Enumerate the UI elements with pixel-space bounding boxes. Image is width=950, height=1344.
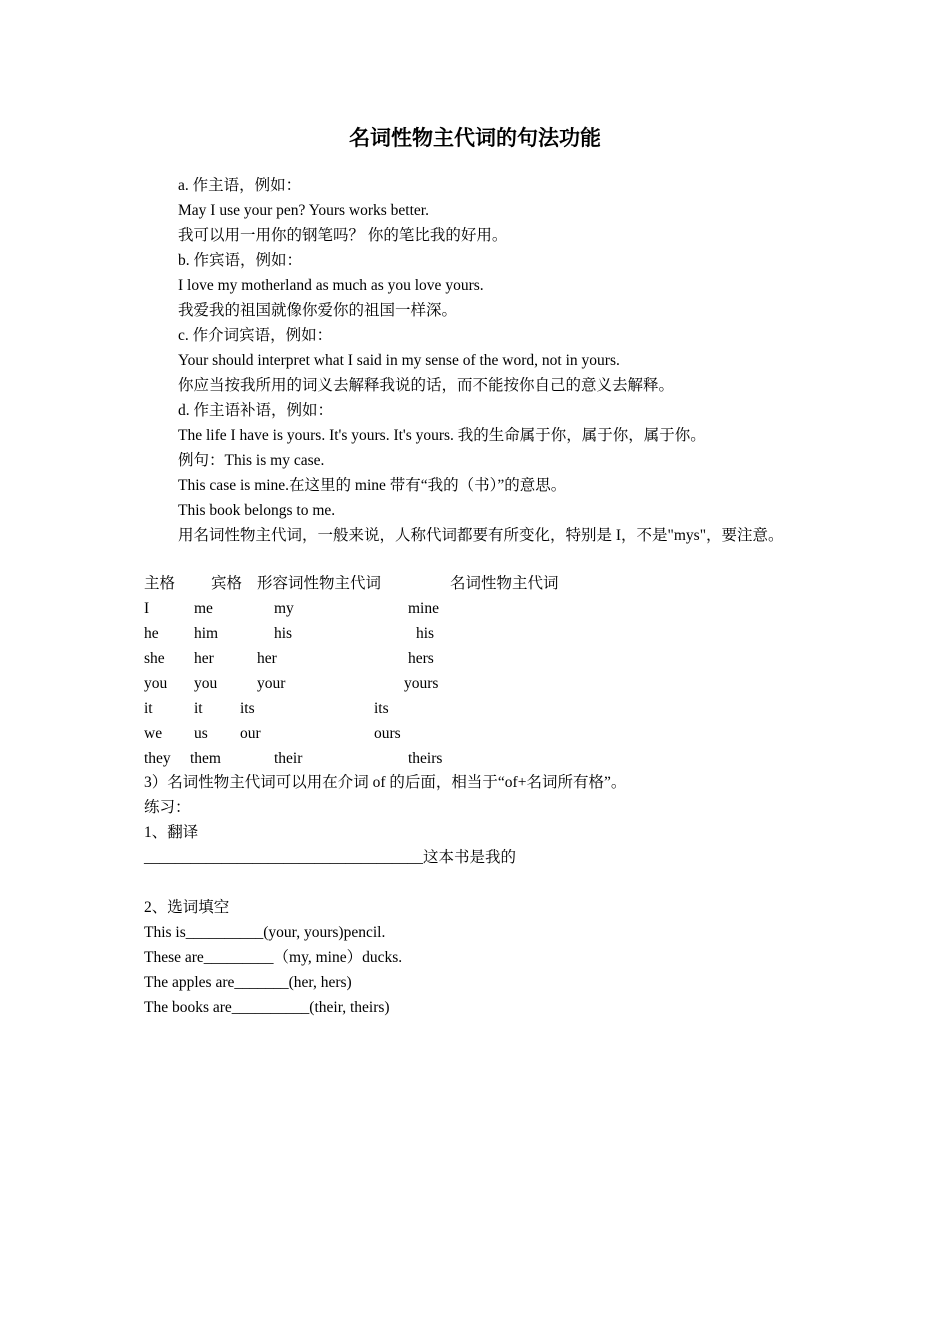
- table-cell: hers: [408, 650, 434, 667]
- exercise-2-title: 2、选词填空: [144, 899, 230, 916]
- table-cell: our: [240, 725, 261, 742]
- table-cell: her: [194, 650, 214, 667]
- table-cell: she: [144, 650, 165, 667]
- table-cell: you: [194, 675, 218, 692]
- table-cell: him: [194, 625, 219, 642]
- section-c-heading: c. 作介词宾语，例如：: [178, 327, 333, 344]
- table-cell: us: [194, 725, 208, 742]
- fill-in-item: The books are__________(their, theirs): [144, 999, 390, 1016]
- table-cell: mine: [408, 600, 439, 617]
- table-cell: my: [274, 600, 294, 617]
- table-cell: it: [144, 700, 153, 717]
- table-cell: yours: [404, 675, 439, 692]
- table-cell: its: [374, 700, 389, 717]
- example-translation: 你应当按我所用的词义去解释我说的话，而不能按你自己的意义去解释。: [178, 377, 675, 394]
- example-sentence: I love my motherland as much as you love yours.: [178, 277, 484, 294]
- table-cell: we: [144, 725, 163, 742]
- example-sentence: This book belongs to me.: [178, 502, 336, 519]
- of-usage-note: 3）名词性物主代词可以用在介词 of 的后面，相当于“of+名词所有格”。: [144, 774, 627, 791]
- table-cell: he: [144, 625, 159, 642]
- usage-note: 用名词性物主代词，一般来说，人称代词都要有所变化，特别是 I，不是"mys"，要注意。: [178, 527, 784, 544]
- spacer: [144, 873, 904, 898]
- table-cell: theirs: [408, 750, 443, 767]
- fill-in-item: The apples are_______(her, hers): [144, 974, 352, 991]
- table-cell: his: [274, 625, 293, 642]
- example-sentence: The life I have is yours. It's yours. It's yours. 我的生命属于你，属于你，属于你。: [178, 427, 706, 444]
- column-header-nominal-possessive: 名词性物主代词: [450, 575, 559, 592]
- practice-section: [144, 773, 904, 1023]
- column-header-objective: 宾格: [211, 575, 243, 592]
- column-header-subjective: 主格: [144, 575, 176, 592]
- practice-heading: 练习：: [144, 799, 191, 816]
- column-header-adjective-possessive: 形容词性物主代词: [257, 575, 382, 592]
- fill-in-item: This is__________(your, yours)pencil.: [144, 924, 386, 941]
- example-sentence: This case is mine.在这里的 mine 带有“我的（书）”的意思。: [178, 477, 567, 494]
- section-d-heading: d. 作主语补语，例如：: [178, 402, 334, 419]
- table-cell: your: [257, 675, 286, 692]
- translation-blank-line: ____________________________________这本书是我的: [144, 849, 517, 866]
- table-cell: they: [144, 750, 171, 767]
- fill-in-item: These are_________（my, mine）ducks.: [144, 949, 403, 966]
- table-cell: ours: [374, 725, 401, 742]
- table-cell: I: [144, 600, 150, 617]
- table-cell: her: [257, 650, 277, 667]
- example-sentence: 例句：This is my case.: [178, 452, 325, 469]
- exercise-1-title: 1、翻译: [144, 824, 199, 841]
- section-b-heading: b. 作宾语，例如：: [178, 252, 303, 269]
- usage-examples: [178, 176, 898, 551]
- example-sentence: Your should interpret what I said in my sense of the word, not in yours.: [178, 352, 620, 369]
- example-sentence: May I use your pen? Yours works better.: [178, 202, 429, 219]
- table-cell: you: [144, 675, 168, 692]
- table-cell: me: [194, 600, 213, 617]
- table-cell: their: [274, 750, 303, 767]
- example-translation: 我爱我的祖国就像你爱你的祖国一样深。: [178, 302, 458, 319]
- section-a-heading: a. 作主语，例如：: [178, 177, 302, 194]
- table-cell: its: [240, 700, 255, 717]
- table-cell: it: [194, 700, 203, 717]
- table-cell: his: [416, 625, 435, 642]
- page-title: 名词性物主代词的句法功能: [349, 126, 601, 150]
- example-translation: 我可以用一用你的钢笔吗？ 你的笔比我的好用。: [178, 227, 508, 244]
- table-cell: them: [190, 750, 221, 767]
